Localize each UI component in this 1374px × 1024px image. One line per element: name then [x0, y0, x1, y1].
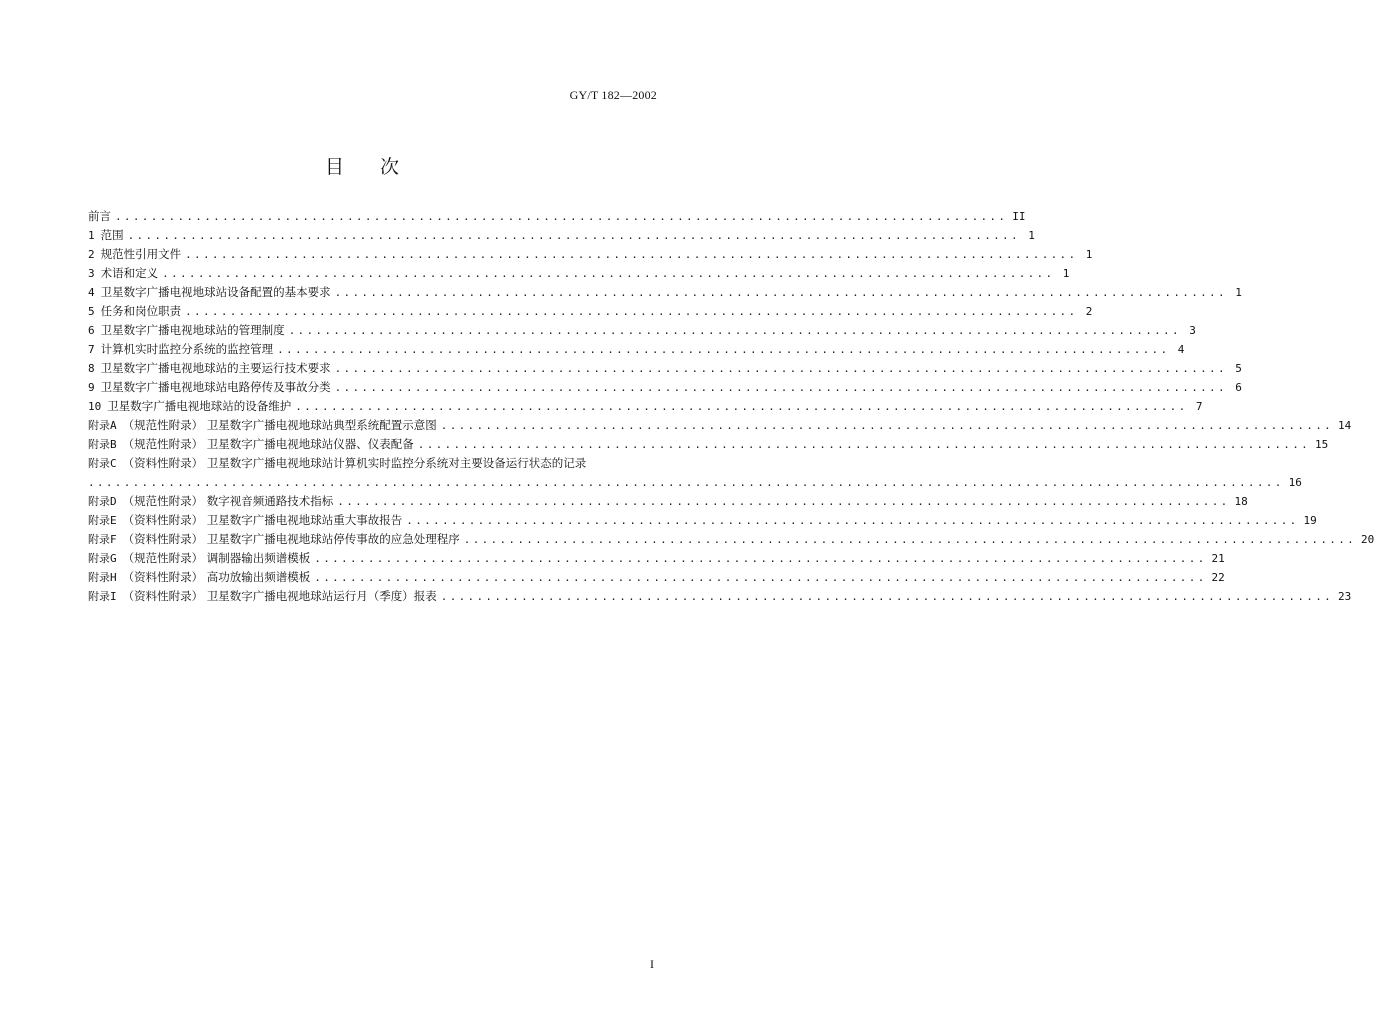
- toc-entry-page: 1: [1028, 229, 1035, 242]
- toc-entry-title: 卫星数字广播电视地球站电路停传及事故分类: [100, 380, 331, 394]
- toc-entry-page: 15: [1315, 438, 1329, 451]
- toc-entry-title: 计算机实时监控分系统的监控管理: [100, 342, 274, 356]
- toc-entry-title: 卫星数字广播电视地球站的管理制度: [100, 323, 285, 337]
- toc-entry-page: 16: [1288, 476, 1302, 489]
- toc-entry-title: 范围: [100, 228, 124, 242]
- toc-entry-annex-a[interactable]: [88, 416, 1352, 435]
- toc-entry-number: 6: [88, 324, 95, 337]
- dot-leader: ....................................................................................................: [406, 514, 1299, 527]
- toc-entry-number: 3: [88, 267, 95, 280]
- table-of-contents: [88, 207, 1374, 606]
- toc-entry-8[interactable]: [88, 359, 1242, 378]
- dot-leader: ......................................................................................................................................: [88, 476, 1284, 489]
- toc-entry-page: 3: [1189, 324, 1196, 337]
- toc-entry-page: 1: [1235, 286, 1242, 299]
- toc-entry-annex-c-continuation[interactable]: [88, 473, 1302, 492]
- toc-entry-page: 7: [1195, 400, 1203, 413]
- dot-leader: ....................................................................................................: [115, 210, 1008, 223]
- toc-entry-number: 附录H: [88, 571, 117, 584]
- toc-entry-number: 2: [88, 248, 95, 261]
- toc-entry-page: 18: [1234, 495, 1248, 508]
- toc-entry-title: （资料性附录） 卫星数字广播电视地球站计算机实时监控分系统对主要设备运行状态的记录: [122, 456, 587, 470]
- toc-entry-page: 14: [1338, 419, 1352, 432]
- dot-leader: ....................................................................................................: [440, 590, 1334, 603]
- standard-code: GY/T 182—2002: [569, 88, 657, 102]
- toc-entry-page: 1: [1062, 267, 1070, 280]
- page-title: 目次: [324, 156, 435, 178]
- dot-leader: ....................................................................................................: [334, 362, 1227, 375]
- toc-entry-number: 附录I: [88, 590, 117, 603]
- toc-entry-title: （资料性附录） 卫星数字广播电视地球站运行月（季度）报表: [122, 589, 437, 603]
- dot-leader: ....................................................................................................: [314, 552, 1207, 565]
- toc-entry-10[interactable]: [88, 397, 1203, 416]
- dot-leader: ....................................................................................................: [288, 324, 1181, 337]
- toc-entry-number: 附录D: [88, 495, 117, 508]
- toc-entry-page: 20: [1361, 533, 1374, 546]
- toc-entry-page: 21: [1211, 552, 1225, 565]
- toc-entry-annex-e[interactable]: [88, 511, 1317, 530]
- toc-entry-title: 卫星数字广播电视地球站的主要运行技术要求: [100, 361, 331, 375]
- toc-entry-2[interactable]: [88, 245, 1093, 264]
- toc-entry-number: 附录C: [88, 457, 117, 470]
- toc-entry-title: 术语和定义: [100, 266, 159, 280]
- toc-entry-title: 任务和岗位职责: [100, 304, 182, 318]
- toc-entry-number: 附录E: [88, 514, 117, 527]
- toc-entry-5[interactable]: [88, 302, 1093, 321]
- dot-leader: ....................................................................................................: [185, 305, 1078, 318]
- dot-leader: ....................................................................................................: [463, 533, 1357, 546]
- toc-entry-number: 5: [88, 305, 95, 318]
- toc-entry-annex-b[interactable]: [88, 435, 1329, 454]
- toc-entry-page: II: [1012, 210, 1026, 223]
- toc-entry-title: 前言: [88, 209, 111, 223]
- toc-entry-page: 22: [1211, 571, 1225, 584]
- toc-entry-number: 9: [88, 381, 95, 394]
- toc-entry-number: 10: [88, 400, 102, 413]
- toc-entry-title: 卫星数字广播电视地球站设备配置的基本要求: [100, 285, 331, 299]
- toc-entry-1[interactable]: [88, 226, 1035, 245]
- toc-entry-title: （资料性附录） 卫星数字广播电视地球站重大事故报告: [122, 513, 403, 527]
- dot-leader: ....................................................................................................: [185, 248, 1078, 261]
- toc-entry-number: 8: [88, 362, 95, 375]
- toc-entry-page: 23: [1338, 590, 1352, 603]
- dot-leader: ....................................................................................................: [337, 495, 1230, 508]
- dot-leader: ....................................................................................................: [417, 438, 1311, 451]
- toc-entry-7[interactable]: [88, 340, 1185, 359]
- toc-entry-page: 19: [1303, 514, 1317, 527]
- toc-entry-3[interactable]: [88, 264, 1070, 283]
- toc-entry-number: 附录A: [88, 419, 117, 432]
- toc-entry-title: （规范性附录） 调制器输出频谱模板: [122, 551, 311, 565]
- toc-entry-annex-i[interactable]: [88, 587, 1352, 606]
- toc-entry-title: （规范性附录） 卫星数字广播电视地球站仪器、仪表配备: [122, 437, 414, 451]
- toc-entry-annex-d[interactable]: [88, 492, 1248, 511]
- toc-entry-page: 5: [1235, 362, 1242, 375]
- toc-entry-number: 4: [88, 286, 95, 299]
- toc-entry-number: 附录F: [88, 533, 117, 546]
- toc-entry-page: 2: [1085, 305, 1093, 318]
- toc-entry-6[interactable]: [88, 321, 1196, 340]
- toc-entry-title: （资料性附录） 高功放输出频谱模板: [122, 570, 311, 584]
- page-number: I: [650, 957, 654, 971]
- dot-leader: ....................................................................................................: [295, 400, 1188, 413]
- toc-entry-page: 4: [1177, 343, 1185, 356]
- dot-leader: ....................................................................................................: [334, 286, 1227, 299]
- dot-leader: ....................................................................................................: [277, 343, 1170, 356]
- dot-leader: ....................................................................................................: [314, 571, 1207, 584]
- toc-entry-title: （规范性附录） 数字视音频通路技术指标: [122, 494, 334, 508]
- toc-entry-title: 规范性引用文件: [100, 247, 182, 261]
- toc-entry-page: 6: [1235, 381, 1242, 394]
- toc-entry-title: （规范性附录） 卫星数字广播电视地球站典型系统配置示意图: [122, 418, 437, 432]
- dot-leader: ....................................................................................................: [127, 229, 1020, 242]
- toc-entry-title: 卫星数字广播电视地球站的设备维护: [107, 399, 292, 413]
- toc-entry-foreword[interactable]: [88, 207, 1026, 226]
- toc-entry-number: 附录G: [88, 552, 117, 565]
- toc-entry-annex-f[interactable]: [88, 530, 1374, 549]
- toc-entry-9[interactable]: [88, 378, 1242, 397]
- toc-entry-number: 附录B: [88, 438, 117, 451]
- toc-entry-4[interactable]: [88, 283, 1242, 302]
- toc-entry-annex-g[interactable]: [88, 549, 1225, 568]
- toc-entry-number: 1: [88, 229, 95, 242]
- toc-entry-annex-c[interactable]: [88, 454, 656, 473]
- toc-entry-number: 7: [88, 343, 95, 356]
- toc-entry-title: （资料性附录） 卫星数字广播电视地球站停传事故的应急处理程序: [122, 532, 460, 546]
- dot-leader: ....................................................................................................: [440, 419, 1334, 432]
- dot-leader: ....................................................................................................: [334, 381, 1227, 394]
- dot-leader: ....................................................................................................: [162, 267, 1055, 280]
- toc-entry-page: 1: [1085, 248, 1093, 261]
- toc-entry-annex-h[interactable]: [88, 568, 1225, 587]
